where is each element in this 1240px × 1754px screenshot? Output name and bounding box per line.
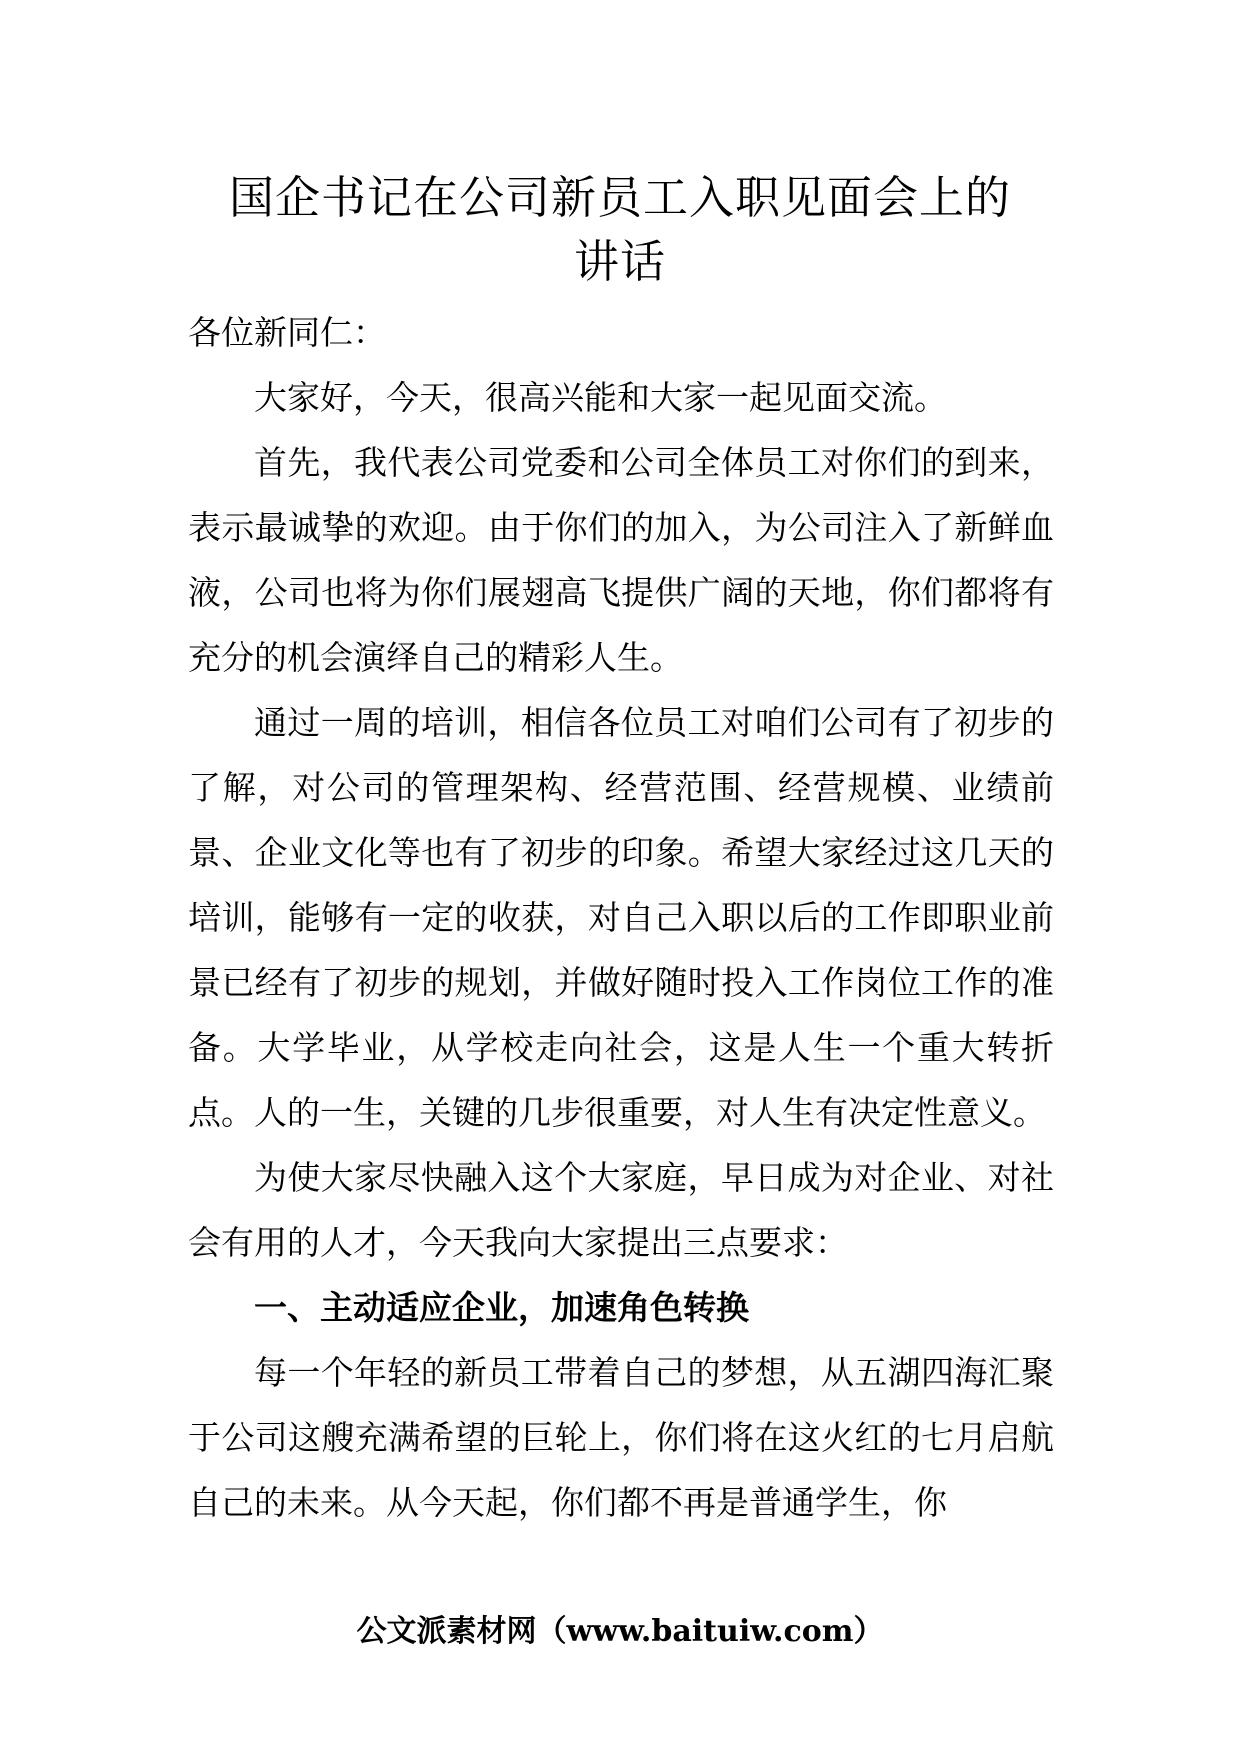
footer-watermark: 公文派素材网（www.baituiw.com） [356, 1614, 884, 1649]
paragraph-greeting: 大家好，今天，很高兴能和大家一起见面交流。 [254, 378, 947, 417]
paragraph-welcome: 首先，我代表公司党委和公司全体员工对你们的到来，表示最诚挚的欢迎。由于你们的加入，为公司注入了新鲜血液，公司也将为你们展翅高飞提供广阔的天地，你们都将有充分的机会演绎自己的精彩人生。 [188, 443, 1054, 677]
title-line-1: 国企书记在公司新员工入职见面会上的 [228, 171, 1011, 224]
section-heading: 一、主动适应企业，加速角色转换 [254, 1288, 749, 1327]
paragraph-section-1: 每一个年轻的新员工带着自己的梦想，从五湖四海汇聚于公司这艘充满希望的巨轮上，你们将在这火红的七月启航自己的未来。从今天起，你们都不再是普通学生，你 [188, 1353, 1054, 1522]
document-title [188, 166, 1052, 294]
paragraph-training: 通过一周的培训，相信各位员工对咱们公司有了初步的了解，对公司的管理架构、经营范围、经营规模、业绩前景、企业文化等也有了初步的印象。希望大家经过这几天的培训，能够有一定的收获，对自己入职以后的工作即职业前景已经有了初步的规划，并做好随时投入工作岗位工作的准备。大学毕业，从学校走向社会，这是人生一个重大转折点。人的一生，关键的几步很重要，对人生有决定性意义。 [188, 703, 1054, 1132]
salutation: 各位新同仁： [188, 313, 386, 352]
paragraph-requirements-intro: 为使大家尽快融入这个大家庭，早日成为对企业、对社会有用的人才，今天我向大家提出三点要求： [188, 1158, 1054, 1262]
document-body [188, 300, 1054, 1535]
title-line-2: 讲话 [573, 235, 666, 288]
